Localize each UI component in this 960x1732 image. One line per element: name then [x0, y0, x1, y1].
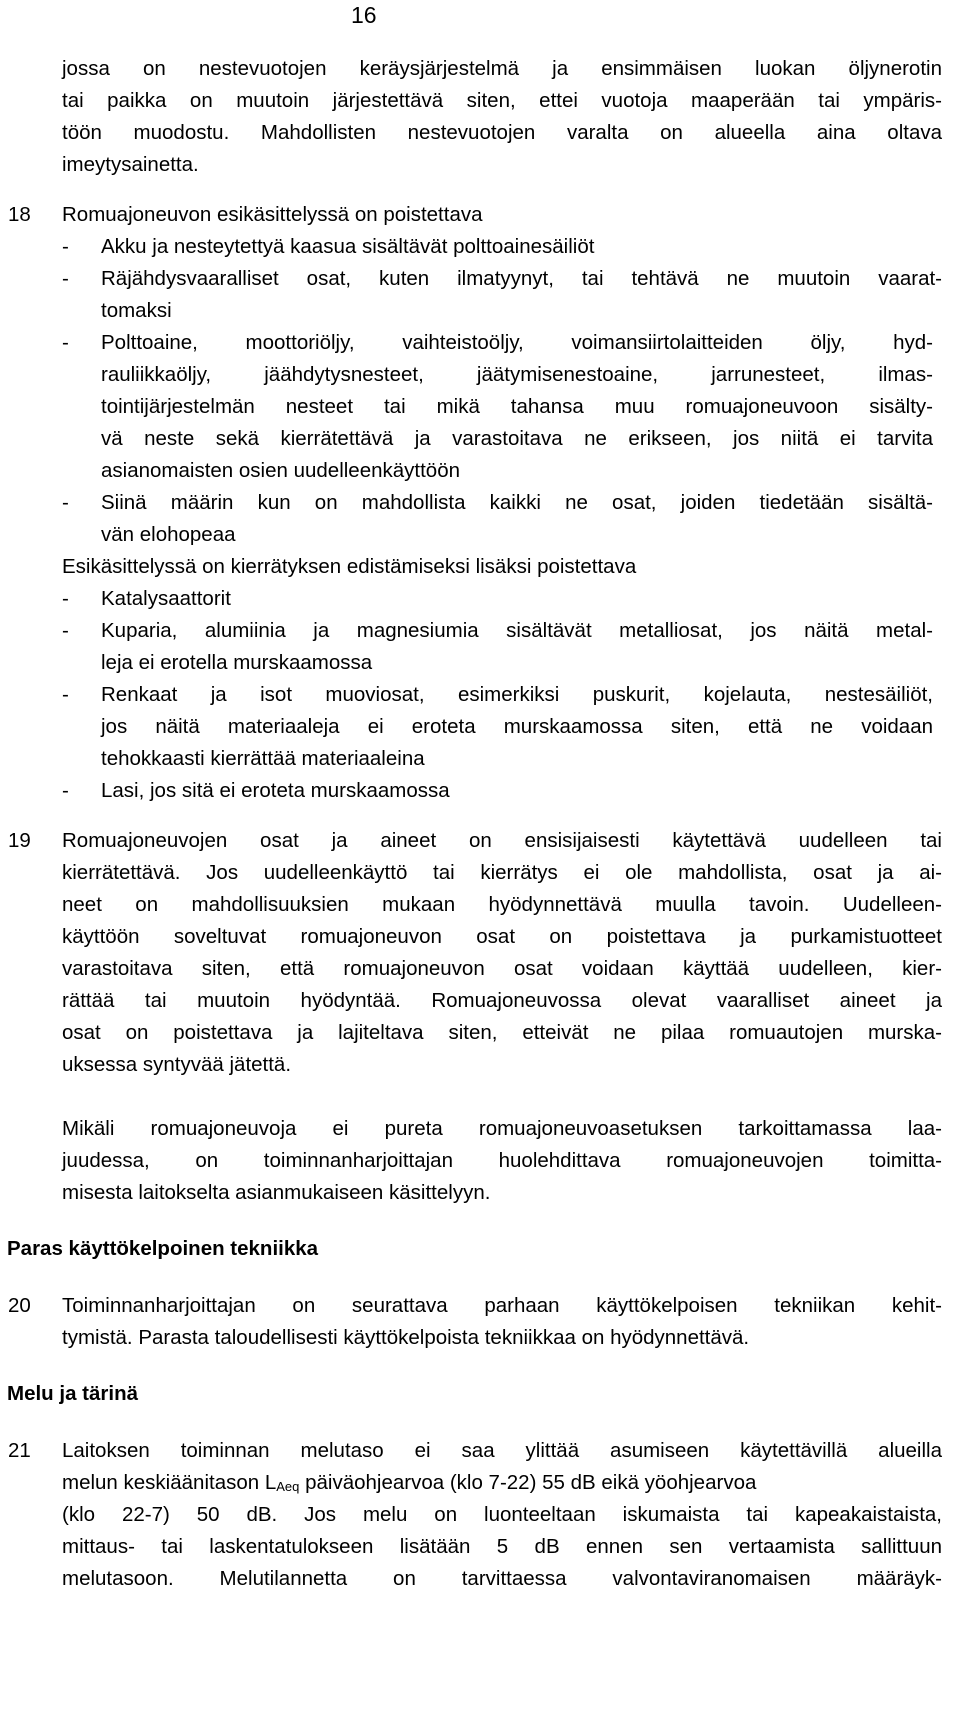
paragraph-line: neet on mahdollisuuksien mukaan hyödynnettävä muulla tavoin. Uudelleen-	[62, 893, 942, 916]
list-dash: -	[62, 587, 69, 610]
list-item: Lasi, jos sitä ei eroteta murskaamossa	[101, 779, 450, 802]
section-heading: Paras käyttökelpoinen tekniikka	[7, 1237, 319, 1260]
paragraph-line: Mikäli romuajoneuvoja ei pureta romuajoneuvoasetuksen tarkoittamassa laa-	[62, 1117, 942, 1140]
list-dash: -	[62, 619, 69, 642]
item-subtitle: Esikäsittelyssä on kierrätyksen edistämiseksi lisäksi poistettava	[62, 555, 637, 578]
item-number: 18	[8, 203, 31, 226]
list-item: Akku ja nesteytettyä kaasua sisältävät polttoainesäiliöt	[101, 235, 595, 258]
paragraph-line: melutasoon. Melutilannetta on tarvittaessa valvontaviranomaisen määräyk-	[62, 1567, 942, 1590]
list-item: Siinä määrin kun on mahdollista kaikki ne osat, joiden tiedetään sisältä-	[101, 491, 933, 514]
paragraph-line: mittaus- tai laskentatulokseen lisätään 5 dB ennen sen vertaamista sallittuun	[62, 1535, 942, 1558]
list-item: leja ei erotella murskaamossa	[101, 651, 373, 674]
list-item: Räjähdysvaaralliset osat, kuten ilmatyynyt, tai tehtävä ne muutoin vaarat-	[101, 267, 942, 290]
paragraph-line: tymistä. Parasta taloudellisesti käyttökelpoista tekniikkaa on hyödynnettävä.	[62, 1326, 750, 1349]
list-dash: -	[62, 779, 69, 802]
section-heading: Melu ja tärinä	[7, 1382, 139, 1405]
paragraph-line: uksessa syntyvää jätettä.	[62, 1053, 292, 1076]
list-dash: -	[62, 491, 69, 514]
list-item: vän elohopeaa	[101, 523, 236, 546]
text-segment: päiväohjearvoa (klo 7-22) 55 dB eikä yöohjearvoa	[299, 1471, 757, 1494]
paragraph-line: rättää tai muutoin hyödyntää. Romuajoneuvossa olevat vaaralliset aineet ja	[62, 989, 942, 1012]
list-item: Polttoaine, moottoriöljy, vaihteistoöljy, voimansiirtolaitteiden öljy, hyd-	[101, 331, 933, 354]
list-dash: -	[62, 235, 69, 258]
paragraph-line: Toiminnanharjoittajan on seurattava parhaan käyttökelpoisen tekniikan kehit-	[62, 1294, 942, 1317]
list-item: tomaksi	[101, 299, 172, 322]
paragraph-line: Romuajoneuvojen osat ja aineet on ensisijaisesti käytettävä uudelleen tai	[62, 829, 942, 852]
paragraph-line: (klo 22-7) 50 dB. Jos melu on luonteeltaan iskumaista tai kapeakaistaista,	[62, 1503, 942, 1526]
item-number: 19	[8, 829, 31, 852]
list-item: jos näitä materiaaleja ei eroteta murskaamossa siten, että ne voidaan	[101, 715, 933, 738]
list-dash: -	[62, 331, 69, 354]
item-title: Romuajoneuvon esikäsittelyssä on poistettava	[62, 203, 483, 226]
paragraph-line: Laitoksen toiminnan melutaso ei saa ylittää asumiseen käytettävillä alueilla	[62, 1439, 942, 1462]
paragraph-line: käyttöön soveltuvat romuajoneuvon osat on poistettava ja purkamistuotteet	[62, 925, 942, 948]
paragraph-line: misesta laitokselta asianmukaiseen käsittelyyn.	[62, 1181, 491, 1204]
list-item: asianomaisten osien uudelleenkäyttöön	[101, 459, 461, 482]
intro-line: imeytysainetta.	[62, 153, 199, 176]
intro-line: töön muodostu. Mahdollisten nestevuotojen varalta on alueella aina oltava	[62, 121, 942, 144]
paragraph-line: kierrätettävä. Jos uudelleenkäyttö tai kierrätys ei ole mahdollista, osat ja ai-	[62, 861, 942, 884]
list-item: Katalysaattorit	[101, 587, 231, 610]
page-number: 16	[351, 2, 377, 28]
list-item: rauliikkaöljy, jäähdytysnesteet, jäätymisenestoaine, jarrunesteet, ilmas-	[101, 363, 933, 386]
item-number: 21	[8, 1439, 31, 1462]
subscript: Aeq	[276, 1479, 300, 1494]
paragraph-line: osat on poistettava ja lajiteltava siten, etteivät ne pilaa romuautojen murska-	[62, 1021, 942, 1044]
paragraph-line: varastoitava siten, että romuajoneuvon osat voidaan käyttää uudelleen, kier-	[62, 957, 942, 980]
intro-line: jossa on nestevuotojen keräysjärjestelmä ja ensimmäisen luokan öljynerotin	[62, 57, 942, 80]
list-item: Renkaat ja isot muoviosat, esimerkiksi puskurit, kojelauta, nestesäiliöt,	[101, 683, 933, 706]
list-item: Kuparia, alumiinia ja magnesiumia sisältävät metalliosat, jos näitä metal-	[101, 619, 933, 642]
list-item: vä neste sekä kierrätettävä ja varastoitava ne erikseen, jos niitä ei tarvita	[101, 427, 933, 450]
list-item: tointijärjestelmän nesteet tai mikä tahansa muu romuajoneuvoon sisälty-	[101, 395, 933, 418]
intro-line: tai paikka on muutoin järjestettävä siten, ettei vuotoja maaperään tai ympäris-	[62, 89, 942, 112]
paragraph-line: juudessa, on toiminnanharjoittajan huolehdittava romuajoneuvojen toimitta-	[62, 1149, 942, 1172]
paragraph-line	[62, 1467, 942, 1503]
list-dash: -	[62, 683, 69, 706]
text-segment: melun keskiäänitason L	[62, 1471, 277, 1494]
list-item: tehokkaasti kierrättää materiaaleina	[101, 747, 425, 770]
item-number: 20	[8, 1294, 31, 1317]
list-dash: -	[62, 267, 69, 290]
